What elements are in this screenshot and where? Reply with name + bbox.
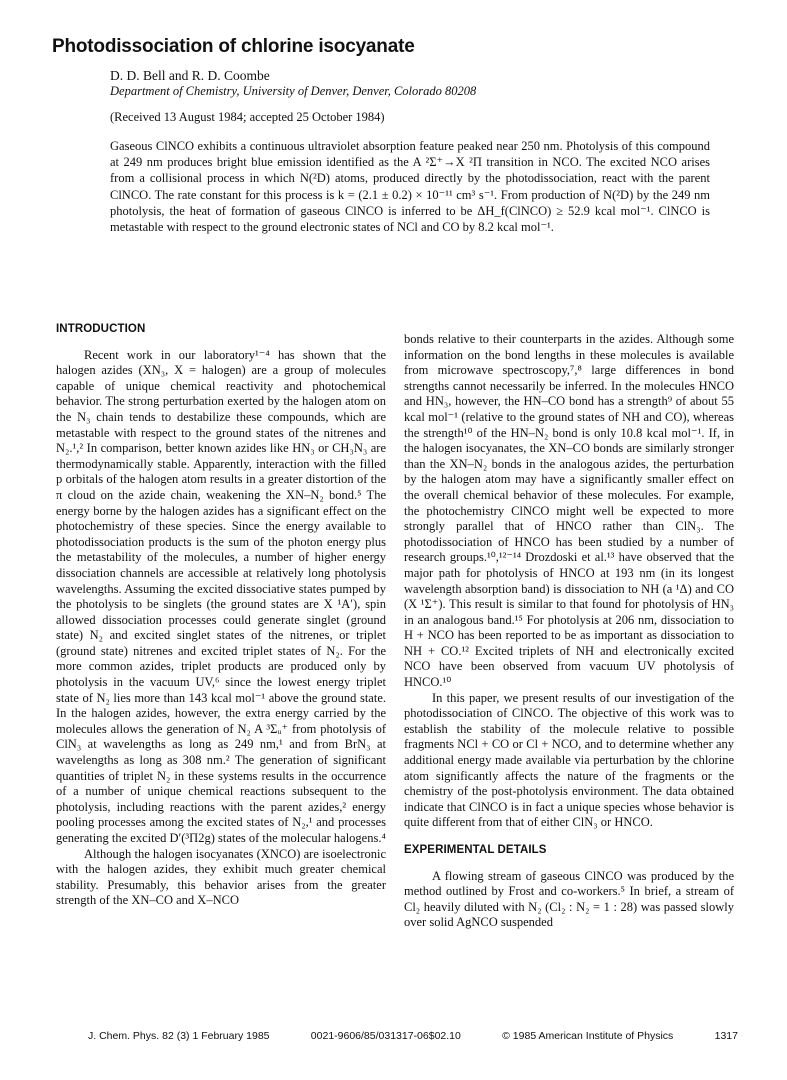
experimental-heading: EXPERIMENTAL DETAILS [404, 844, 547, 856]
experimental-paragraph-1: A flowing stream of gaseous ClNCO was produced by the method outlined by Frost and co-workers.⁵ In brief, a stream of Cl₂ heavily diluted with N₂ (Cl₂ : N₂ = 1 : 28) was passed slowly over solid AgNCO suspended [404, 868, 734, 930]
article-code: 0021-9606/85/031317-06$02.10 [310, 1030, 461, 1042]
paper-title: Photodissociation of chlorine isocyanate [52, 36, 415, 57]
intro-paragraph-1: Recent work in our laboratory¹⁻⁴ has shown that the halogen azides (XN₃, X = halogen) are a group of molecules capable of unique chemical reactivity and photochemical behavior. The strong perturbation exerted by the halogen atom on the N₃ chain tends to destabilize these compounds, which are metastable with respect to the ground states of the nitrenes and N₂.¹,² In comparison, better known azides like HN₃ or CH₃N₃ are thermodynamically stable. Apparently, interaction with the filled p orbitals of the halogen atom results in a greater distortion of the π cloud on the azide chain, weakening the XN–N₂ bond.⁵ The energy borne by the halogen azides has a significant effect on the photochemistry of these species. Since the energy available to photodissociation products is the sum of the photon energy plus the metastability of the molecules, a number of higher energy dissociation channels are accessible at relatively long photolysis wavelengths. Assuming the excited dissociative states pumped by the photolysis to be singlets (the ground states are X ¹A′), spin allowed dissociation processes could generate singlet (ground state) N₂ and excited singlet states of the nitrenes, or triplet (ground state) nitrenes and excited triplet states of N₂. For the more common azides, triplet products are produced only by photolysis in the vacuum UV,⁶ since the lowest energy triplet state of N₂ lies more than 143 kcal mol⁻¹ above the ground state. In the halogen azides, however, the extra energy carried by the molecules allows the generation of N₂ A ³Σᵤ⁺ from photolysis of ClN₃ at wavelengths as long as 249 nm,¹ and from BrN₃ at wavelengths as long as 308 nm.² The generation of significant quantities of triplet N₂ in these systems results in the occurrence of a number of unique chemical reactions subsequent to the photolysis, including reactions with the parent azides,² energy pooling processes among the excited states of N₂,¹ and processes generating the excited D′(³Π2g) states of the molecular halogens.⁴ [56, 347, 386, 845]
right-paragraph-2: In this paper, we present results of our investigation of the photodissociation of ClNCO. The objective of this work was to establish the stability of the molecule relative to possible fragments NCl + CO or Cl + NCO, and to determine whether any additional energy made available via perturbation by the chlorine atom significantly affects the nature of the fragments or the chemistry of the post-photolysis environment. The data obtained indicate that ClNCO is in fact a unique species whose behavior is quite different from that of either ClN₃ or HNCO. [404, 690, 734, 830]
intro-paragraph-2: Although the halogen isocyanates (XNCO) are isoelectronic with the halogen azides, they exhibit much greater chemical stability. Presumably, this behavior arises from the greater strength of the XN–CO and X–NCO [56, 846, 386, 908]
received-dates: (Received 13 August 1984; accepted 25 October 1984) [110, 110, 385, 124]
authors: D. D. Bell and R. D. Coombe [110, 68, 270, 83]
abstract: Gaseous ClNCO exhibits a continuous ultraviolet absorption feature peaked near 250 nm. Photolysis of this compound at 249 nm produces bright blue emission identified as the A ²Σ⁺→X ²Π transition in NCO. The excited NCO arises from a collisional process in which N(²D) atoms, produced directly by the photodissociation, react with the parent ClNCO. The rate constant for this process is k = (2.1 ± 0.2) × 10⁻¹¹ cm³ s⁻¹. From production of N(²D) by the 249 nm photolysis, the heat of formation of gaseous ClNCO is inferred to be ΔH_f(ClNCO) ≥ 52.9 kcal mol⁻¹. ClNCO is metastable with respect to the ground electronic states of NCl and CO by 8.2 kcal mol⁻¹. [110, 139, 710, 235]
right-paragraph-1: bonds relative to their counterparts in the azides. Although some information on the bond lengths in these molecules is available from microwave spectroscopy,⁷,⁸ large differences in bond strengths cannot necessarily be inferred. In the molecules HNCO and HN₃, however, the HN–CO bond has a strength⁹ of about 55 kcal mol⁻¹ (relative to the ground states of NH and CO), whereas the strength¹⁰ of the HN–N₂ bond is only 10.8 kcal mol⁻¹. If, in the halogen isocyanates, the XN–CO bonds are similarly stronger than the XN–N₂ bonds in the analogous azides, the perturbation by the halogen atom may have a significantly smaller effect on the overall chemical behavior of these molecules. For example, the photochemistry ClNCO might well be expected to more strongly parallel that of HNCO rather than ClN₃. The photodissociation of HNCO has been studied by a number of research groups.¹⁰,¹²⁻¹⁴ Drozdoski et al.¹³ have observed that the major path for photolysis of HNCO at 193 nm (in its longest wavelength absorption band) is dissociation to NH (a ¹Δ) and CO (X ¹Σ⁺). This result is similar to that found for photolysis of HN₃ in an analogous band.¹⁵ For photolysis at 206 nm, dissociation to H + NCO has been reported to be as important as dissociation to NH + CO.¹² Excited triplets of NH and electronically excited NCO have been observed from vacuum UV photolysis of HNCO.¹⁰ [404, 332, 734, 690]
introduction-heading: INTRODUCTION [56, 323, 146, 335]
journal-citation: J. Chem. Phys. 82 (3) 1 February 1985 [88, 1030, 270, 1042]
left-column [56, 322, 386, 909]
page-number: 1317 [714, 1030, 738, 1042]
copyright: © 1985 American Institute of Physics [502, 1030, 674, 1042]
right-column [404, 332, 734, 931]
affiliation: Department of Chemistry, University of Denver, Denver, Colorado 80208 [110, 84, 477, 98]
page-footer [88, 1030, 738, 1042]
